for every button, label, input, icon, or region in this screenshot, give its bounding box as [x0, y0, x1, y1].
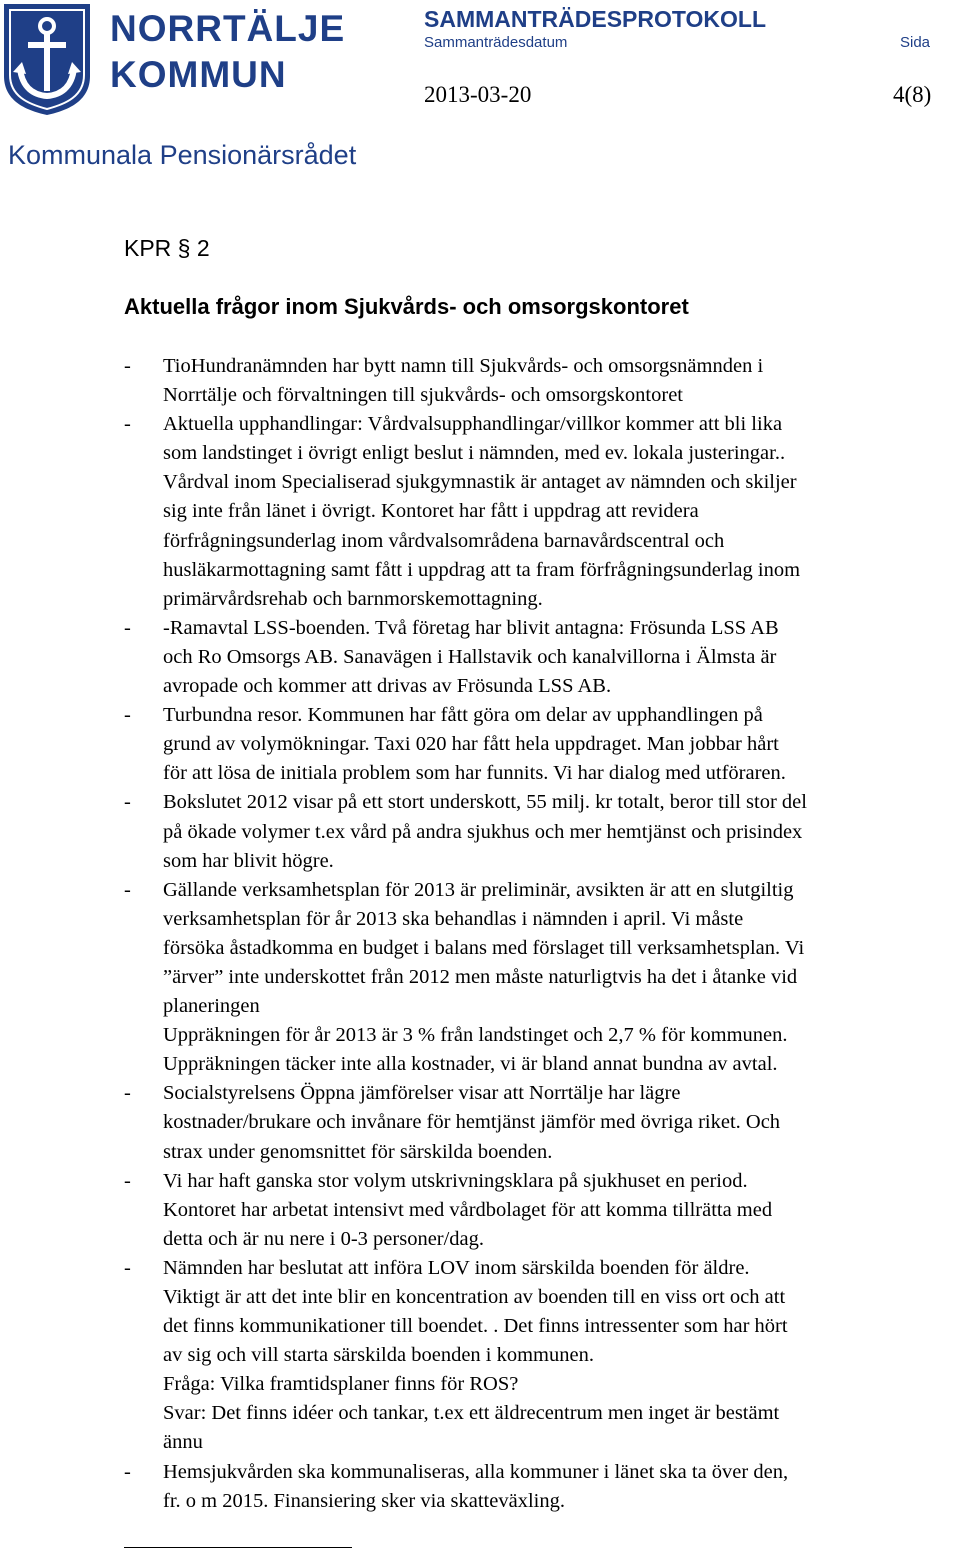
list-item: [124, 410, 960, 614]
text-line: Nämnden har beslutat att införa LOV inom särskilda boenden för äldre.: [163, 1256, 750, 1279]
list-item-text: [163, 788, 960, 875]
protocol-title: SAMMANTRÄDESPROTOKOLL: [424, 6, 767, 32]
text-line: förfrågningsunderlag inom vårdvalsområdena barnavårdscentral och: [163, 529, 725, 552]
text-line: Kontoret har arbetat intensivt med vårdbolaget för att komma tillrätta med: [163, 1198, 773, 1221]
list-item: [124, 1458, 960, 1516]
list-item-text: [163, 614, 960, 701]
page-number: 4(8): [893, 82, 932, 107]
list-bullet: -: [124, 1082, 131, 1105]
text-line: Vi har haft ganska stor volym utskrivningsklara på sjukhuset en period.: [163, 1169, 748, 1192]
text-line: Gällande verksamhetsplan för 2013 är preliminär, avsikten är att en slutgiltig: [163, 878, 794, 901]
item-list: [124, 352, 960, 1516]
list-item: [124, 701, 960, 788]
text-line: som har blivit högre.: [163, 849, 334, 872]
text-line: -Ramavtal LSS-boenden. Två företag har blivit antagna: Frösunda LSS AB: [163, 616, 779, 639]
text-line: Vårdval inom Specialiserad sjukgymnastik är antaget av nämnden och skiljer: [163, 471, 797, 494]
text-line: det finns kommunikationer till boendet. . Det finns intressenter som har hört: [163, 1315, 788, 1338]
text-line: husläkarmottagning samt fått i uppdrag att ta fram förfrågningsunderlag inom: [163, 558, 801, 581]
text-line: Svar: Det finns idéer och tankar, t.ex ett äldrecentrum men inget är bestämt: [163, 1402, 780, 1425]
list-bullet: -: [124, 704, 131, 727]
list-item-text: [163, 352, 960, 410]
text-line: fr. o m 2015. Finansiering sker via skatteväxling.: [163, 1489, 565, 1512]
list-item: [124, 788, 960, 875]
list-item-text: [163, 701, 960, 788]
organization-name: Kommunala Pensionärsrådet: [8, 140, 357, 170]
list-item-text: [163, 1167, 960, 1254]
list-item: [124, 1167, 960, 1254]
list-bullet: -: [124, 413, 131, 436]
list-bullet: -: [124, 1169, 131, 1192]
text-line: detta och är nu nere i 0-3 personer/dag.: [163, 1227, 485, 1250]
logo-wordmark-line2: KOMMUN: [110, 54, 287, 95]
text-line: verksamhetsplan för år 2013 ska behandlas i nämnden i april. Vi måste: [163, 907, 744, 930]
list-item: [124, 352, 960, 410]
list-item-text: [163, 1079, 960, 1166]
text-line: för att lösa de initiala problem som har funnits. Vi har dialog med utföraren.: [163, 762, 786, 785]
municipality-logo: [0, 0, 346, 118]
section-title: Aktuella frågor inom Sjukvårds- och omsorgskontoret: [124, 294, 689, 319]
text-line: planeringen: [163, 995, 260, 1018]
text-line: primärvårdsrehab och barnmorskemottagning.: [163, 587, 543, 610]
list-bullet: -: [124, 791, 131, 814]
text-line: Hemsjukvården ska kommunaliseras, alla kommuner i länet ska ta över den,: [163, 1460, 789, 1483]
page-label: Sida: [900, 34, 931, 51]
list-bullet: -: [124, 616, 131, 639]
text-line: avropade och kommer att drivas av Frösunda LSS AB.: [163, 675, 612, 698]
text-line: sig inte från länet i övrigt. Kontoret har fått i uppdrag att revidera: [163, 500, 699, 523]
anchor-icon: [2, 2, 92, 116]
text-line: försöka åstadkomma en budget i balans med förslaget till verksamhetsplan. Vi: [163, 936, 805, 959]
list-item: [124, 1079, 960, 1166]
text-line: TioHundranämnden har bytt namn till Sjukvårds- och omsorgsnämnden i: [163, 355, 764, 377]
text-line: Norrtälje och förvaltningen till sjukvårds- och omsorgskontoret: [163, 384, 683, 407]
text-line: Socialstyrelsens Öppna jämförelser visar att Norrtälje har lägre: [163, 1082, 681, 1105]
text-line: kostnader/brukare och invånare för hemtjänst jämför med övriga riket. Och: [163, 1111, 781, 1134]
text-line: som landstinget i övrigt enligt beslut i nämnden, med ev. lokala justeringar..: [163, 442, 786, 465]
list-bullet: -: [124, 1256, 131, 1279]
text-line: grund av volymökningar. Taxi 020 har fått hela uppdraget. Man jobbar hårt: [163, 733, 779, 756]
text-line: Bokslutet 2012 visar på ett stort underskott, 55 milj. kr totalt, beror till stor del: [163, 791, 807, 814]
list-item: [124, 876, 960, 1080]
section-id: KPR § 2: [124, 235, 210, 261]
list-bullet: -: [124, 355, 131, 377]
list-item: [124, 614, 960, 701]
list-item-text: [163, 1458, 960, 1516]
text-line: strax under genomsnittet för särskilda boenden.: [163, 1140, 553, 1163]
list-item-text: [163, 876, 960, 1080]
text-line: Fråga: Vilka framtidsplaner finns för ROS?: [163, 1373, 519, 1396]
text-line: ”ärver” inte underskottet från 2012 men måste naturligtvis ha det i åtanke vid: [163, 965, 798, 988]
list-item-text: [163, 1254, 960, 1458]
text-line: Viktigt är att det inte blir en koncentration av boenden till en viss ort och att: [163, 1286, 786, 1308]
logo-wordmark-line1: NORRTÄLJE: [110, 8, 346, 49]
list-item: [124, 1254, 960, 1458]
text-line: Aktuella upphandlingar: Vårdvalsupphandlingar/villkor kommer att bli lika: [163, 413, 783, 436]
list-bullet: -: [124, 1460, 131, 1483]
footnote-rule: [124, 1547, 352, 1548]
list-bullet: -: [124, 878, 131, 901]
meeting-date: 2013-03-20: [424, 82, 532, 107]
text-line: och Ro Omsorgs AB. Sanavägen i Hallstavik och kanalvillorna i Älmsta är: [163, 645, 777, 668]
text-line: på ökade volymer t.ex vård på andra sjukhus och mer hemtjänst och prisindex: [163, 820, 803, 843]
text-line: ännu: [163, 1431, 203, 1454]
meeting-date-label: Sammanträdesdatum: [424, 34, 568, 51]
text-line: Turbundna resor. Kommunen har fått göra om delar av upphandlingen på: [163, 704, 763, 727]
text-line: Uppräkningen för år 2013 är 3 % från landstinget och 2,7 % för kommunen.: [163, 1024, 788, 1047]
text-line: av sig och vill starta särskilda boenden i kommunen.: [163, 1344, 594, 1367]
text-line: Uppräkningen täcker inte alla kostnader, vi är bland annat bundna av avtal.: [163, 1053, 778, 1076]
list-item-text: [163, 410, 960, 614]
